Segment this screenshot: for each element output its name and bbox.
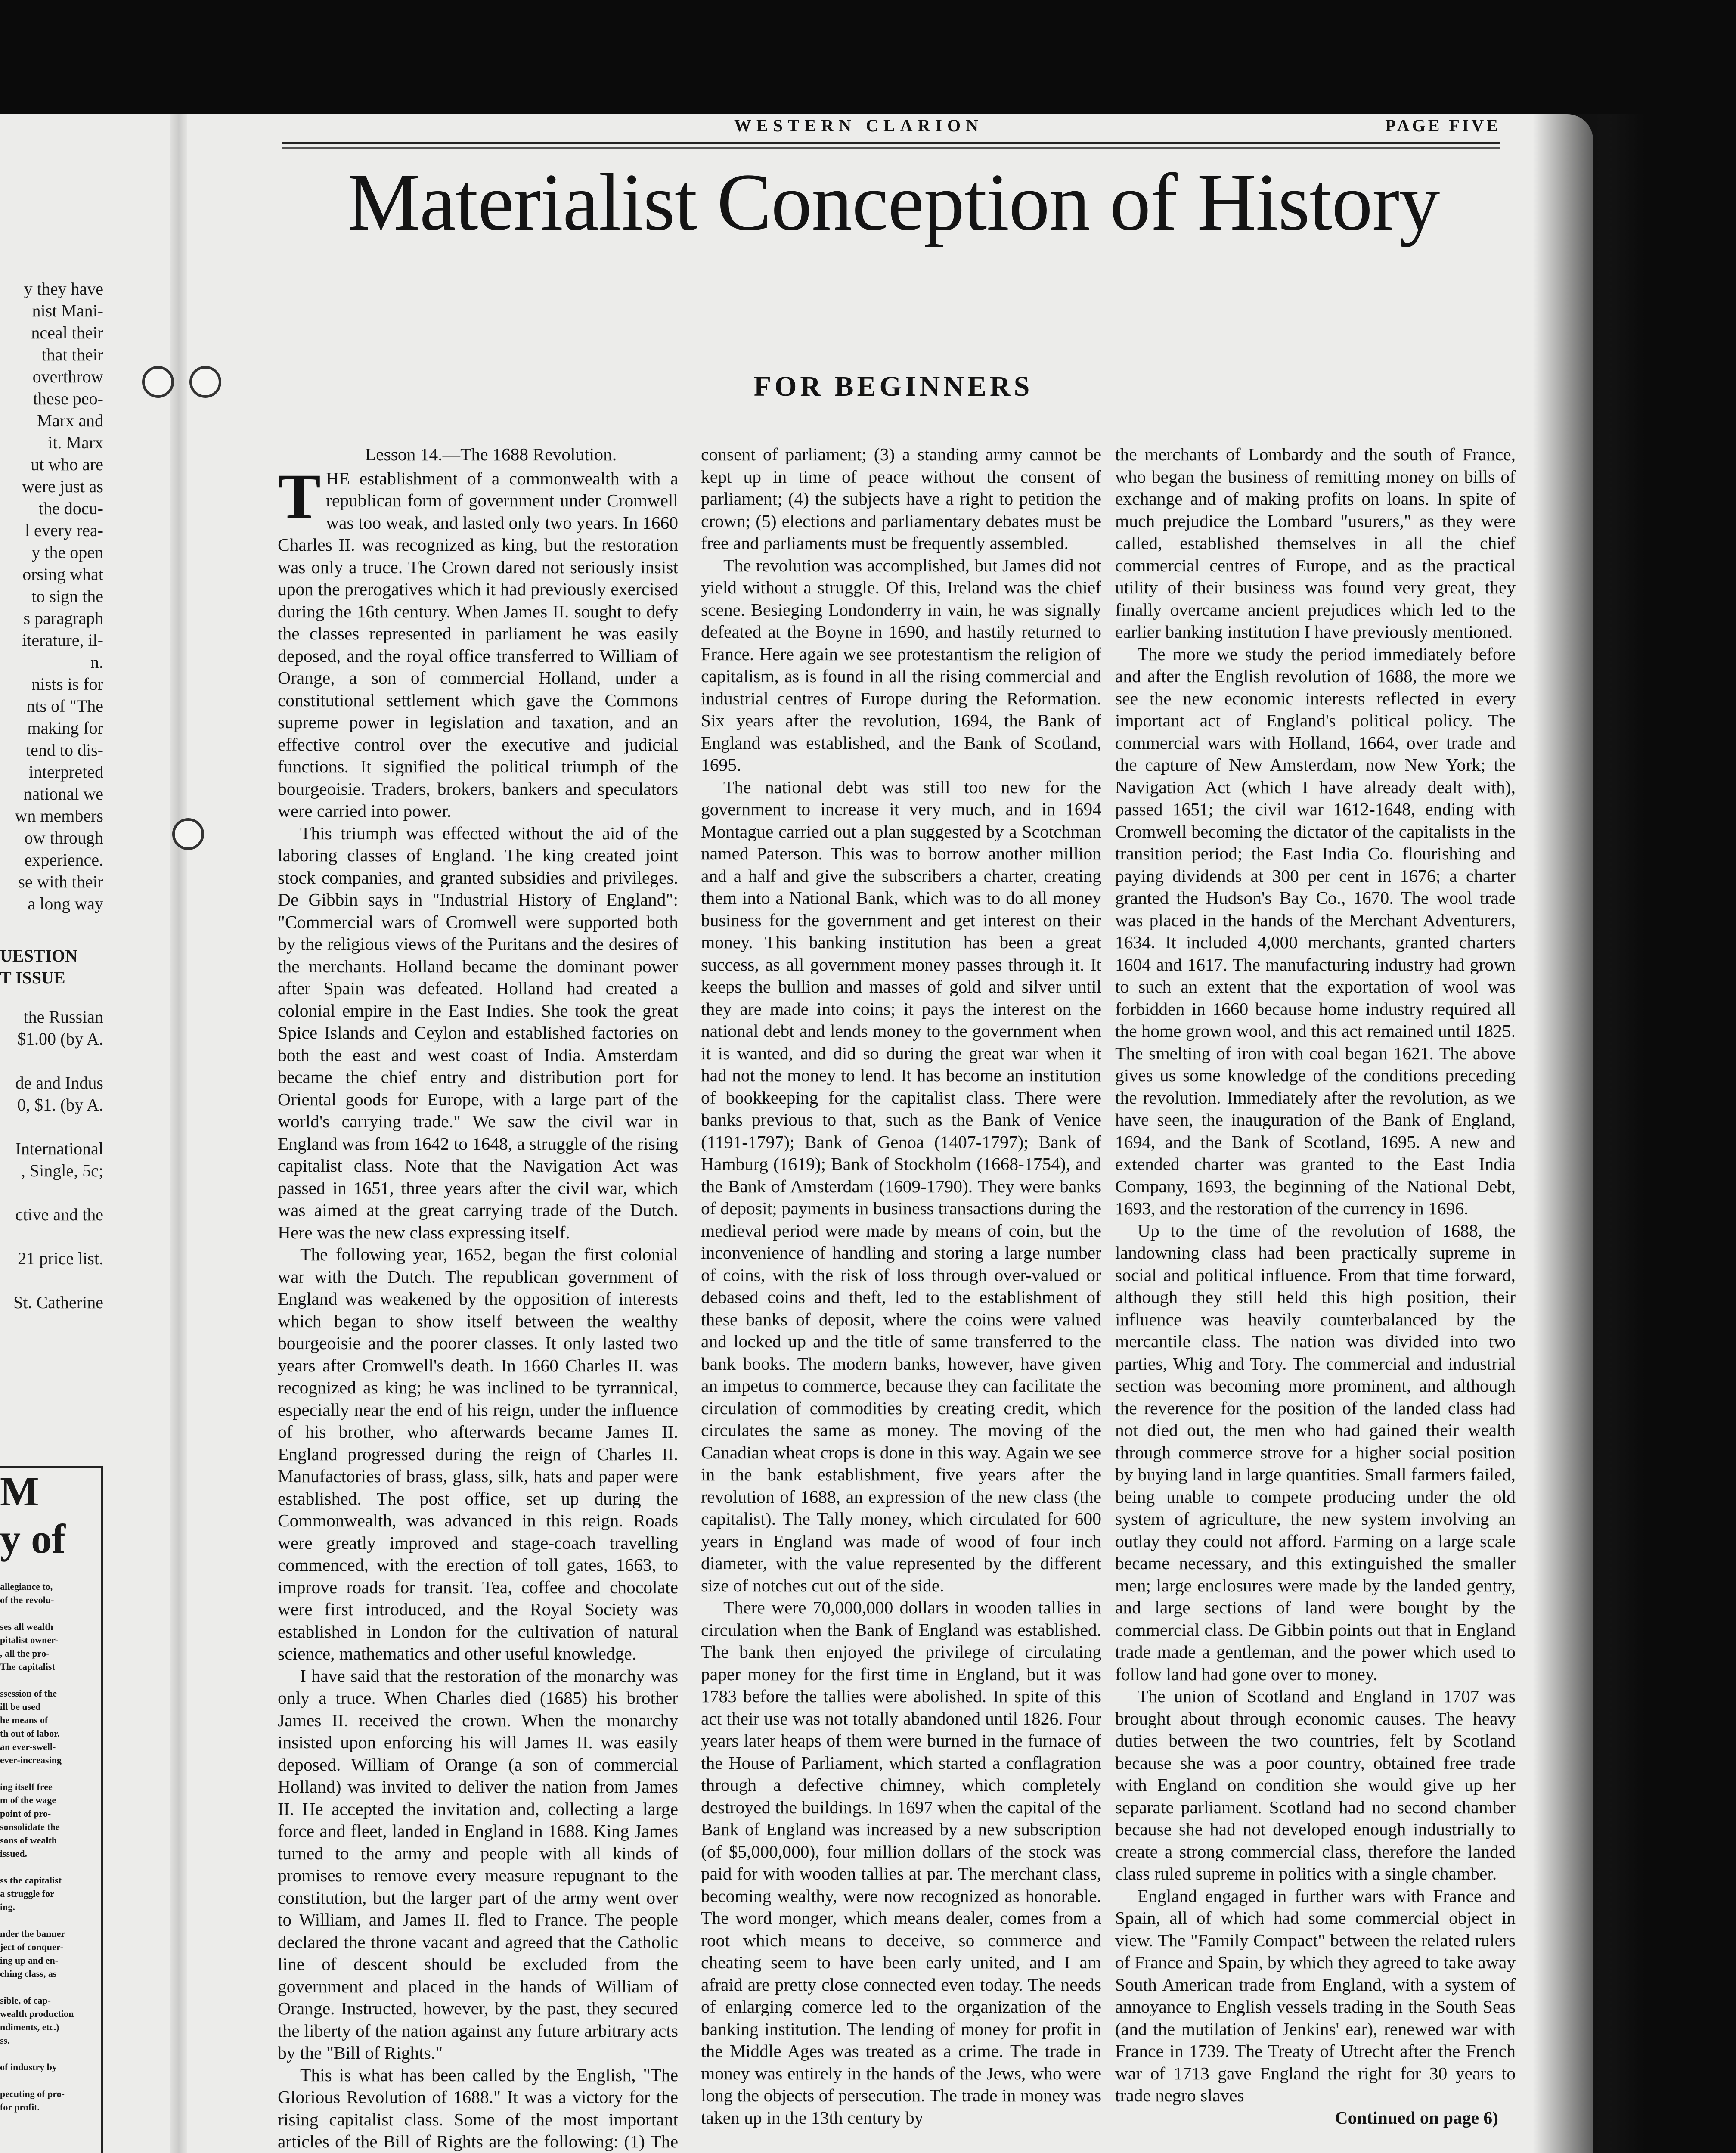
paragraph: I have said that the restoration of the monarchy was only a truce. When Charles died (1685) his brother James II. received the crown. When the monarchy insisted upon enforcing his will James II. was easily deposed. William of Orange (a son of commercial Holland) was invited to deliver the nation from James II. He accepted the invitation and, collecting a large force and fleet, landed in England in 1688. King James turned to the army and people with all kinds of promises to remove every measure repugnant to the constitution, but the larger part of the army went over to William, and James II. fled to France. The people declared the throne vacant and agreed that the Catholic line of descent should be excluded from the government and placed in the hands of William of Orange. Instructed, however, by the past, they secured the liberty of the nation against any future arbitrary acts by the "Bill of Rights." <box>278 1666 678 2063</box>
fragment-box-line: th out of labor. <box>0 1728 60 1739</box>
fragment-line: national we <box>23 784 103 803</box>
fragment-line: s paragraph <box>23 608 103 628</box>
fragment-box-line: for profit. <box>0 2102 40 2113</box>
fragment-box-line <box>0 2074 99 2087</box>
paragraph: There were 70,000,000 dollars in wooden tallies in circulation when the Bank of England was established. The bank then enjoyed the privilege of circulating paper money for the first time in England, but it was 1783 before the tallies were abolished. In spite of this act their use was not totally abandoned until 1826. Four years later heaps of them were burned in the furnace of the House of Parliament, which started a conflagration through a defective chimney, which completely destroyed the buildings. In 1697 when the capital of the Bank of England was increased by a new subscription (of $5,000,000), four million dollars of the stock was paid for with wooden tallies at par. The merchant class, becoming wealthy, were now recognized as honorable. The word monger, which means dealer, comes from a root which means to deceive, so commerce and cheating seem to have been early united, and I am afraid are pretty close connected even today. The needs of enlarging comerce led to the organization of the banking institution. The lending of money for profit in the Middle Ages was treated as a crime. The trade in money was entirely in the hands of the Jews, who were long the objects of persecution. The trade in money was taken up in the 13th century by <box>701 1598 1101 2128</box>
fragment-box-line: m of the wage <box>0 1795 56 1806</box>
article-column-1 <box>278 444 678 2153</box>
fragment-box-line <box>0 1767 99 1780</box>
fragment-box-line: ching class, as <box>0 1968 57 1979</box>
fragment-box <box>0 1466 103 2153</box>
fragment-box-line <box>0 1914 99 1927</box>
column-1-body <box>278 460 678 2153</box>
fragment-list-line: $1.00 (by A. <box>17 1029 103 1049</box>
paragraph: This triumph was effected without the aid of the laboring classes of England. The king created joint stock companies, and granted subsidies and privileges. De Gibbin says in "Industrial History of England": "Commercial wars of Cromwell were supported both by the religious views of the Puritans and the desires of the merchants. Holland became the dominant power after Spain was defeated. Holland had created a colonial empire in the East Indies. She took the great Spice Islands and Ceylon and established factories on both the east and west coast of India. Amsterdam became the chief entry and distribution port for Oriental goods for Europe, with a large part of the world's carrying trade." We saw the civil war in England was from 1642 to 1648, a struggle of the rising capitalist class. Note that the Navigation Act was passed in 1651, three years after the civil war, which was aimed at the great carrying trade of the Dutch. Here was the new class expressing itself. <box>278 823 678 1242</box>
fragment-list-line: St. Catherine <box>13 1293 103 1312</box>
paragraph: The more we study the period immediately before and after the English revolution of 1688, the more we see the new economic interests reflected in every important act of England's political policy. The commercial wars with Holland, 1664, over trade and the capture of New Amsterdam, now New York; the Navigation Act (which I have already dealt with), passed 1651; the civil war 1612-1648, ending with Cromwell becoming the dictator of the capitalists in the transition period; the East India Co. flourishing and paying dividends at 300 per cent in 1676; a charter granted the Hudson's Bay Co., 1670. The wool trade was placed in the hands of the Merchant Adventurers, 1634. It included 4,000 merchants, granted charters 1604 and 1617. The manufacturing industry had grown to such an extent that the exportation of wool was forbidden in 1660 because home industry required all the home grown wool, and this act remained until 1825. The smelting of iron with coal began 1621. The above gives us some knowledge of the conditions preceding the revolution. Immediately after the revolution, as we have seen, the inauguration of the Bank of England, 1694, and the Bank of Scotland, 1695. A new and extended charter was granted to the East India Company, 1693, the beginning of the National Debt, 1693, and the restoration of the currency in 1696. <box>1115 644 1516 1218</box>
fragment-list-line <box>0 1269 103 1291</box>
fragment-line: interpreted <box>28 762 103 782</box>
fragment-price-list <box>0 1006 103 1313</box>
fragment-line: ow through <box>24 828 103 847</box>
fragment-box-line <box>0 2047 99 2060</box>
fragment-box-headline <box>0 1468 99 1563</box>
fragment-box-line: sible, of cap- <box>0 1995 51 2006</box>
fragment-line: Marx and <box>37 411 103 430</box>
fragment-list-line <box>0 1050 103 1072</box>
fragment-heading <box>0 945 103 989</box>
fragment-line: nceal their <box>31 323 103 342</box>
fragment-line: y they have <box>24 279 103 298</box>
fragment-box-line <box>0 1673 99 1687</box>
fragment-line: these peo- <box>33 389 103 408</box>
fragment-box-line <box>0 1607 99 1620</box>
fragment-box-line <box>0 1860 99 1874</box>
fragment-box-headline-line: M <box>0 1468 39 1514</box>
fragment-box-line: pecuting of pro- <box>0 2088 65 2099</box>
paragraph: The following year, 1652, began the first colonial war with the Dutch. The republican government of England was weakened by the opposition of interests which began to show itself between the wealthy bourgeoisie and the poorer classes. It only lasted two years after Cromwell's death. In 1660 Charles II. was recognized as king; he was inclined to be tyrrannical, especially near the end of his reign, under the influence of his brother, who afterwards became James II. England progressed during the reign of Charles II. Manufactories of brass, glass, silk, hats and paper were established. The post office, set up during the Commonwealth, was advanced in this reign. Roads were greatly improved and stage-coach travelling commenced, with the erection of toll gates, 1663, to improve roads for transit. Tea, coffee and chocolate were first introduced, and the Royal Society was established in London for the cultivation of natural science, mathematics and other useful knowledge. <box>278 1244 678 1663</box>
fragment-box-line: ing. <box>0 1902 15 1912</box>
fragment-heading-line: UESTION <box>0 946 78 965</box>
continued-note: Continued on page 6) <box>1335 2107 1498 2128</box>
fragment-line: y the open <box>31 543 103 562</box>
fragment-list-line: 0, $1. (by A. <box>17 1095 103 1114</box>
fragment-box-line: pitalist owner- <box>0 1635 59 1645</box>
drop-cap: T <box>278 460 321 532</box>
fragment-box-line: he means of <box>0 1715 48 1725</box>
fragment-line: tend to dis- <box>26 740 103 760</box>
paragraph: The revolution was accomplished, but James did not yield without a struggle. Of this, Ireland was the chief scene. Besieging Londonderry in vain, he was signally defeated at the Boyne in 1690, and hastily returned to France. Here again we see protestantism the religion of capitalism, as is found in all the rising commercial and industrial centres of Europe during the Reformation. Six years after the revolution, 1694, the Bank of England was established, and the Bank of Scotland, 1695. <box>701 555 1101 775</box>
fragment-box-text <box>0 1580 99 2153</box>
fragment-list-line: de and Indus <box>15 1073 103 1092</box>
fragment-line: making for <box>27 718 103 738</box>
paragraph: Up to the time of the revolution of 1688, the landowning class had been practically supreme in social and political influence. From that time forward, although they still held this high position, their influence was heavily counterbalanced by the mercantile class. The nation was divided into two parties, Whig and Tory. The commercial and industrial section was becoming more prominent, and although the reverence for the position of the landed class had not died out, the men who had gained their wealth through commerce strove for a higher social position by buying land in large quantities. Small farmers failed, being unable to compete producing under the old system of agriculture, the new system involving an outlay they could not afford. Farming on a large scale became necessary, and this extinguished the smaller men; large enclosures were made by the landed gentry, and large sections of land were bought by the commercial class. De Gibbin points out that in England trade made a gentleman, and the power which used to follow land had gone over to money. <box>1115 1220 1516 1684</box>
fragment-list-line: ctive and the <box>15 1205 103 1224</box>
punch-hole <box>142 366 174 398</box>
fragment-line: were just as <box>22 477 103 496</box>
punch-hole <box>172 818 204 850</box>
fragment-box-line: sons of wealth <box>0 1835 57 1846</box>
fragment-box-line: ndiments, etc.) <box>0 2022 59 2032</box>
article-subtitle: FOR BEGINNERS <box>753 371 1033 402</box>
column-3-body <box>1115 444 1516 2107</box>
fragment-box-line: of the revolu- <box>0 1595 54 1605</box>
article-column-2 <box>701 444 1101 2153</box>
fragment-line: to sign the <box>31 586 103 606</box>
fragment-list-line: the Russian <box>23 1007 103 1027</box>
fragment-line: overthrow <box>32 367 103 386</box>
fragment-line: iterature, il- <box>22 630 103 650</box>
fragment-box-line <box>0 1980 99 1994</box>
fragment-line: wn members <box>15 806 103 825</box>
fragment-list-line: 21 price list. <box>18 1249 103 1268</box>
fragment-line: nists is for <box>31 674 103 694</box>
masthead <box>282 112 1500 144</box>
fragment-box-line: point of pro- <box>0 1808 51 1819</box>
fragment-heading-line: T ISSUE <box>0 968 65 987</box>
fragment-box-line: nder the banner <box>0 1928 65 1939</box>
fragment-box-line: issued. <box>0 1848 27 1859</box>
fragment-box-headline-line: y of <box>0 1516 65 1562</box>
fragment-line: experience. <box>24 850 103 869</box>
fragment-box-line: The capitalist <box>0 1661 55 1672</box>
fragment-list-line: International <box>15 1139 103 1158</box>
fragment-box-line: ject of conquer- <box>0 1942 64 1952</box>
fragment-box-line: ss. <box>0 2035 10 2046</box>
fragment-box-line: of industry by <box>0 2062 57 2072</box>
column-2-body <box>701 444 1101 2129</box>
masthead-rule <box>282 147 1500 149</box>
fragment-line: the docu- <box>39 499 103 518</box>
fragment-box-line: ing up and en- <box>0 1955 59 1966</box>
fragment-list-line <box>0 1225 103 1247</box>
paragraph: the merchants of Lombardy and the south of France, who began the business of remitting money on bills of exchange and of making profits on loans. In spite of much prejudice the Lombard "usurers," as they were called, established themselves in all the chief commercial centres of Europe, and as the practical utility of their business was found very great, they finally overcame ancient prejudices which led to the earlier banking institution I have previously mentioned. <box>1115 444 1516 642</box>
paper-name: WESTERN CLARION <box>734 116 983 135</box>
fragment-box-line: ss the capitalist <box>0 1875 62 1886</box>
fragment-line: a long way <box>28 894 103 913</box>
fragment-box-line: wealth production <box>0 2008 74 2019</box>
fragment-box-line: , all the pro- <box>0 1648 50 1659</box>
fragment-line: that their <box>41 345 103 364</box>
fragment-line: l every rea- <box>25 521 103 540</box>
paragraph: The national debt was still too new for the government to increase it very much, and in 1694 Montague carried out a plan suggested by a Scotchman named Paterson. This was to borrow another million and a half and give the subscribers a charter, creating them into a National Bank, which was to do all money business for the government and get interest on their money. This banking institution has been a great success, as all government money passes through it. It keeps the bullion and masses of gold and silver until they are made into coins; it pays the interest on the national debt and lends money to the government when it is wanted, and did so during the great war when it had not the money to lend. It has become an institution of bookkeeping for the capitalist class. There were banks previous to that, such as the Bank of Venice (1191-1797); Bank of Genoa (1407-1797); Bank of Hamburg (1619); Bank of Stockholm (1668-1754), and the Bank of Amsterdam (1609-1790). They were banks of deposit; payments in business transactions during the medieval period were made by means of coin, but the inconvenience of handling and storing a large number of coins, with the risk of loss through over-valued or debased coins and theft, led to the establishment of these banks of deposit, where the coins were valued and locked up and the title of same transferred to the bank books. The modern banks, however, have given an impetus to commerce, because they can facilitate the circulation of commodities by creating credit, which circulates the same as money. The moving of the Canadian wheat crops is done in this way. Again we see in the bank establishment, five years after the revolution of 1688, an expression of the new class (the capitalist). The Tally money, which circulated for 600 years in England was made of wood of four inch diameter, with the value represented by the different size of notches cut out of the side. <box>701 777 1101 1595</box>
punch-hole <box>189 366 221 398</box>
paragraph: consent of parliament; (3) a standing army cannot be kept up in time of peace without the consent of parliament; (4) the subjects have a right to petition the crown; (5) elections and parliamentary debates must be free and parliaments must be frequently assembled. <box>701 444 1101 553</box>
fragment-box-line: ssession of the <box>0 1688 57 1699</box>
paragraph: HE establishment of a commonwealth with a republican form of government under Cromwell was too weak, and lasted only two years. In 1660 Charles II. was recognized as king, but the restoration was only a truce. The Crown dared not seriously insist upon the prerogatives which it had previously exercised during the 16th century. When James II. sought to defy the classes represented in parliament he was easily deposed, and the royal office transferred to William of Orange, a son of commercial Holland, under a constitutional settlement which gave the Commons supreme power in legislation and taxation, and an effective control over the executive and judicial functions. It signified the political triumph of the bourgeoisie. Traders, brokers, bankers and speculators were carried into power. <box>278 468 678 821</box>
fragment-line: orsing what <box>22 565 103 584</box>
fragment-text-lines <box>0 278 103 915</box>
paragraph: This is what has been called by the English, "The Glorious Revolution of 1688." It was a victory for the rising capitalist class. Some of the most important articles of the Bill of Rights are the following: (1) The <box>278 2065 678 2151</box>
fragment-box-line: a struggle for <box>0 1888 54 1899</box>
article-title: Materialist Conception of History <box>347 157 1440 248</box>
page-fold-shadow <box>170 114 187 2153</box>
fragment-line: ut who are <box>31 455 103 474</box>
fragment-line: nts of "The <box>26 696 103 716</box>
fragment-list-line: , Single, 5c; <box>21 1161 103 1180</box>
fragment-box-line: ses all wealth <box>0 1621 53 1632</box>
page-number: PAGE FIVE <box>1385 116 1500 135</box>
article-column-3 <box>1115 444 1516 2153</box>
fragment-list-line <box>0 1182 103 1204</box>
fragment-list-line <box>0 1116 103 1138</box>
fragment-box-line: sonsolidate the <box>0 1821 60 1832</box>
fragment-box-line: ill be used <box>0 1701 41 1712</box>
fragment-line: it. Marx <box>48 433 103 452</box>
lesson-heading: Lesson 14.—The 1688 Revolution. <box>365 444 617 464</box>
paragraph: England engaged in further wars with France and Spain, all of which had some commercial object in view. The "Family Compact" between the related rulers of France and Spain, by which they agreed to take away South American trade from England, with a system of annoyance to English vessels trading in the South Seas (and the mutilation of Jenkins' ear), renewed war with France in 1739. The Treaty of Utrecht after the French war of 1713 gave England the right for 30 years to trade negro slaves <box>1115 1886 1516 2105</box>
fragment-box-line: ing itself free <box>0 1781 53 1792</box>
fragment-line: n. <box>90 652 103 672</box>
fragment-line: nist Mani- <box>32 301 103 320</box>
fragment-box-line: ever-increasing <box>0 1755 62 1765</box>
paragraph: The union of Scotland and England in 1707 was brought about through economic causes. The heavy duties between the two countries, felt by Scotland because she was a poor country, obtained free trade with England on condition she would give up her separate parliament. Scotland had no second chamber because she had not developed enough industrially to create a strong commercial class, therefore the landed class ruled supreme in politics with a single chamber. <box>1115 1686 1516 1883</box>
fragment-box-line: allegiance to, <box>0 1581 53 1592</box>
fragment-box-line: an ever-swell- <box>0 1741 56 1752</box>
fragment-line: se with their <box>18 872 103 891</box>
